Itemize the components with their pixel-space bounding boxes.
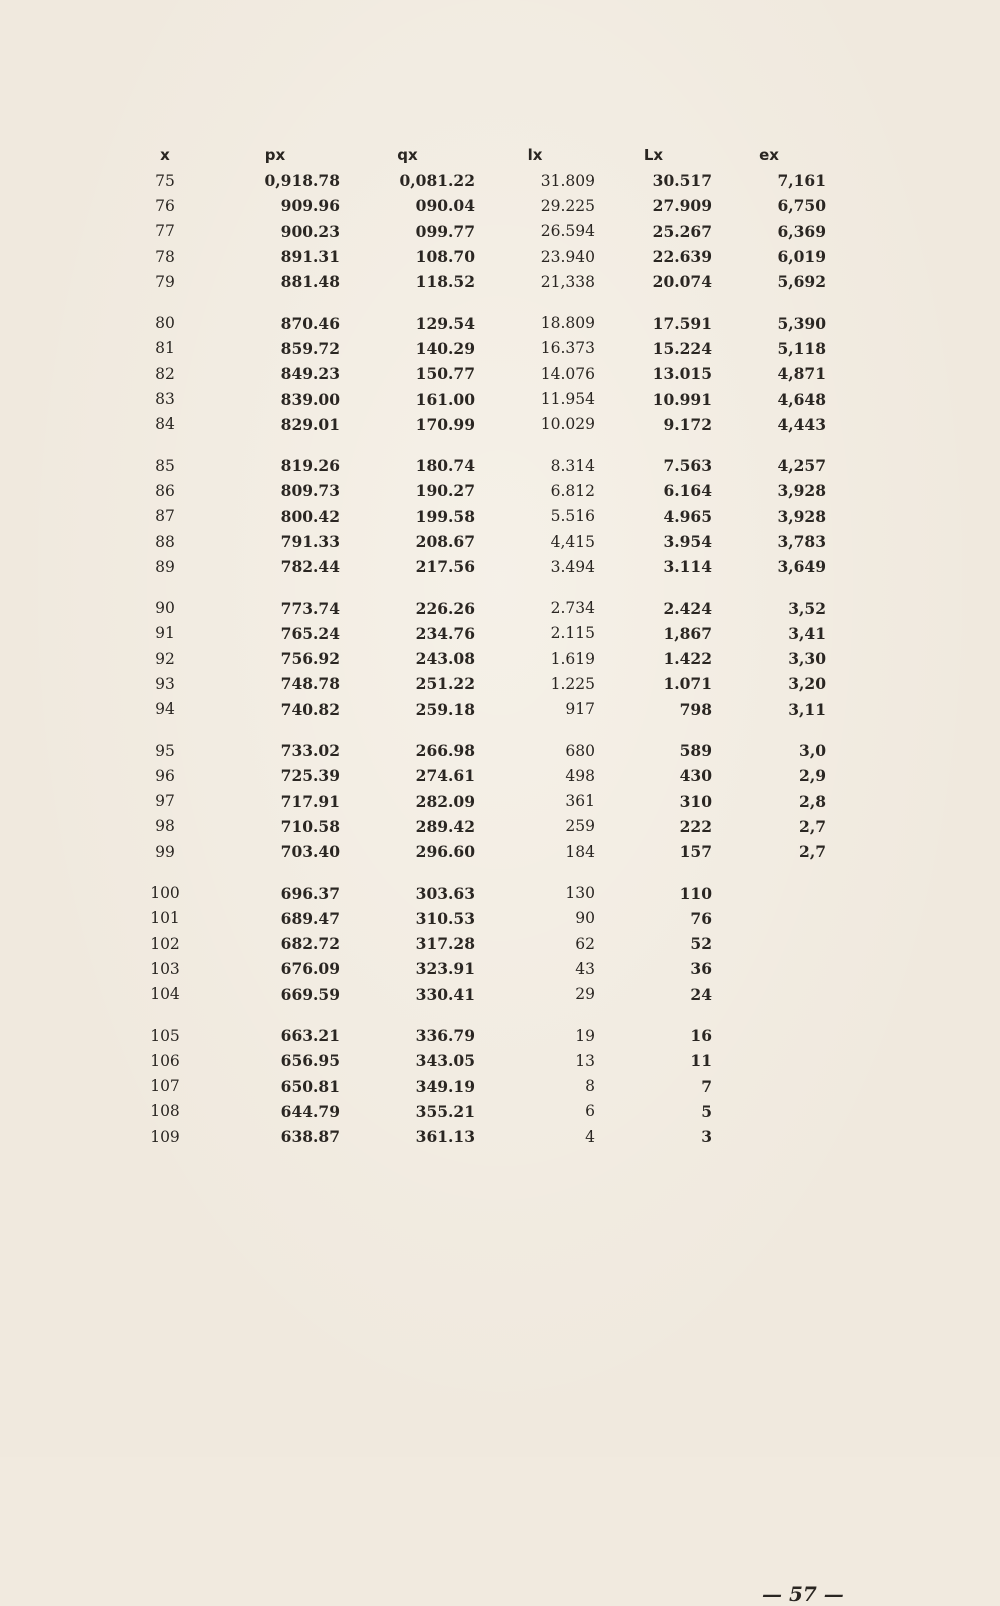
spacer-cell: [120, 1007, 826, 1023]
table-row: [120, 931, 826, 956]
table-row: [120, 763, 826, 788]
cell-qx: 266.98: [415, 741, 475, 761]
cell-x: 94: [155, 700, 175, 719]
cell-ex: 3,41: [788, 623, 826, 643]
table-row: [120, 361, 826, 386]
cell-px: 717.91: [280, 791, 340, 811]
cell-px: 756.92: [280, 649, 340, 669]
table-row: [120, 478, 826, 503]
cell-px: 782.44: [280, 557, 340, 577]
cell-ex: 2,7: [799, 816, 826, 836]
cell-qx: 140.29: [415, 338, 475, 358]
cell-x: 106: [150, 1051, 180, 1070]
cell-qx: 234.76: [415, 623, 475, 643]
table-row: [120, 1023, 826, 1048]
table-row: [120, 880, 826, 905]
cell-lx: 184: [565, 842, 595, 861]
group-spacer: [120, 864, 826, 880]
cell-Lx: 222: [679, 816, 712, 836]
cell-Lx: 2.424: [663, 598, 712, 618]
cell-x: 82: [155, 364, 175, 383]
cell-Lx: 36: [690, 959, 712, 979]
cell-qx: 289.42: [415, 816, 475, 836]
table-row: [120, 906, 826, 931]
table-row: [120, 1124, 826, 1149]
group-spacer: [120, 579, 826, 595]
cell-ex: 3,52: [788, 598, 826, 618]
cell-x: 104: [150, 985, 180, 1004]
cell-qx: 336.79: [415, 1026, 475, 1046]
cell-x: 99: [155, 842, 175, 861]
cell-qx: 090.04: [415, 196, 475, 216]
cell-Lx: 22.639: [652, 247, 712, 267]
cell-x: 84: [155, 415, 175, 434]
cell-Lx: 5: [701, 1101, 712, 1121]
cell-qx: 170.99: [415, 414, 475, 434]
cell-lx: 29.225: [540, 196, 595, 215]
cell-x: 91: [155, 624, 175, 643]
cell-qx: 310.53: [415, 908, 475, 928]
cell-Lx: 52: [690, 934, 712, 954]
cell-qx: 259.18: [415, 699, 475, 719]
header-qx: qx: [397, 146, 418, 164]
cell-x: 80: [155, 314, 175, 333]
cell-lx: 23.940: [540, 247, 595, 266]
cell-x: 88: [155, 532, 175, 551]
cell-x: 108: [150, 1102, 180, 1121]
cell-Lx: 157: [679, 842, 712, 862]
table-row: [120, 310, 826, 335]
cell-px: 839.00: [280, 389, 340, 409]
cell-Lx: 76: [690, 908, 712, 928]
cell-Lx: 110: [679, 883, 712, 903]
cell-ex: 2,7: [799, 842, 826, 862]
table-row: [120, 789, 826, 814]
cell-px: 696.37: [280, 883, 340, 903]
cell-Lx: 11: [690, 1051, 712, 1071]
cell-x: 100: [150, 884, 180, 903]
table-row: [120, 697, 826, 722]
cell-x: 93: [155, 674, 175, 693]
cell-x: 101: [150, 909, 180, 928]
cell-qx: 330.41: [415, 984, 475, 1004]
cell-qx: 251.22: [415, 674, 475, 694]
cell-Lx: 9.172: [663, 414, 712, 434]
cell-px: 809.73: [280, 481, 340, 501]
cell-x: 86: [155, 481, 175, 500]
cell-x: 95: [155, 741, 175, 760]
cell-qx: 361.13: [415, 1127, 475, 1147]
table-row: [120, 386, 826, 411]
cell-qx: 303.63: [415, 883, 475, 903]
cell-px: 682.72: [280, 934, 340, 954]
cell-ex: 6,019: [777, 247, 826, 267]
cell-px: 900.23: [280, 221, 340, 241]
cell-ex: 4,443: [777, 414, 826, 434]
table-row: [120, 1048, 826, 1073]
cell-ex: 3,30: [788, 649, 826, 669]
table-row: [120, 738, 826, 763]
cell-qx: 217.56: [415, 557, 475, 577]
cell-qx: 118.52: [415, 272, 475, 292]
cell-lx: 2.734: [550, 599, 595, 618]
table-row: [120, 621, 826, 646]
cell-px: 870.46: [280, 313, 340, 333]
cell-px: 638.87: [280, 1127, 340, 1147]
cell-px: 849.23: [280, 364, 340, 384]
group-spacer: [120, 722, 826, 738]
cell-x: 105: [150, 1026, 180, 1045]
cell-ex: [712, 1074, 826, 1099]
cell-px: 689.47: [280, 908, 340, 928]
spacer-cell: [120, 437, 826, 453]
cell-lx: 21,338: [540, 272, 595, 291]
cell-lx: 13: [575, 1051, 595, 1070]
cell-px: 733.02: [280, 741, 340, 761]
cell-Lx: 27.909: [652, 196, 712, 216]
cell-lx: 680: [565, 741, 595, 760]
cell-lx: 4: [585, 1127, 595, 1146]
cell-ex: [712, 1099, 826, 1124]
cell-ex: 5,118: [777, 338, 826, 358]
cell-Lx: 20.074: [652, 272, 712, 292]
cell-ex: 3,0: [799, 741, 826, 761]
cell-x: 83: [155, 390, 175, 409]
cell-qx: 180.74: [415, 456, 475, 476]
cell-Lx: 4.965: [663, 506, 712, 526]
cell-Lx: 589: [679, 741, 712, 761]
cell-qx: 343.05: [415, 1051, 475, 1071]
cell-qx: 282.09: [415, 791, 475, 811]
cell-ex: [712, 982, 826, 1007]
table-row: [120, 193, 826, 218]
cell-x: 103: [150, 959, 180, 978]
cell-Lx: 3.954: [663, 532, 712, 551]
cell-px: 656.95: [280, 1051, 340, 1071]
cell-Lx: 16: [690, 1026, 712, 1046]
cell-Lx: 310: [679, 791, 712, 811]
cell-px: 669.59: [280, 984, 340, 1004]
cell-ex: 3,928: [777, 506, 826, 526]
page-number: — 57 —: [762, 1582, 844, 1606]
cell-px: 859.72: [280, 338, 340, 358]
cell-ex: [712, 1124, 826, 1149]
cell-px: 0,918.78: [264, 171, 340, 191]
cell-px: 829.01: [280, 414, 340, 434]
cell-lx: 4,415: [550, 532, 595, 551]
cell-px: 800.42: [280, 506, 340, 526]
cell-Lx: 3.114: [663, 557, 712, 577]
cell-Lx: 17.591: [652, 313, 712, 333]
cell-lx: 90: [575, 909, 595, 928]
cell-lx: 917: [565, 700, 595, 719]
cell-Lx: 1,867: [663, 623, 712, 643]
cell-x: 96: [155, 766, 175, 785]
cell-ex: 5,390: [777, 313, 826, 333]
cell-ex: 6,369: [777, 221, 826, 241]
cell-lx: 2.115: [550, 624, 595, 643]
cell-qx: 296.60: [415, 842, 475, 862]
cell-lx: 19: [575, 1026, 595, 1045]
cell-qx: 226.26: [415, 598, 475, 618]
cell-qx: 129.54: [415, 313, 475, 333]
cell-Lx: 6.164: [663, 481, 712, 501]
cell-px: 650.81: [280, 1076, 340, 1096]
cell-Lx: 3: [701, 1127, 712, 1147]
cell-px: 663.21: [280, 1026, 340, 1046]
cell-lx: 14.076: [540, 364, 595, 383]
cell-x: 78: [155, 247, 175, 266]
cell-lx: 361: [565, 792, 595, 811]
cell-qx: 349.19: [415, 1076, 475, 1096]
cell-qx: 099.77: [415, 221, 475, 241]
cell-x: 81: [155, 339, 175, 358]
table-row: [120, 671, 826, 696]
cell-lx: 6.812: [550, 481, 595, 500]
cell-Lx: 30.517: [652, 171, 712, 191]
header-ex: ex: [759, 146, 779, 164]
cell-px: 819.26: [280, 456, 340, 476]
table-row: [120, 814, 826, 839]
table-row: [120, 412, 826, 437]
cell-ex: [712, 880, 826, 905]
cell-ex: 7,161: [777, 171, 826, 191]
cell-lx: 3.494: [550, 557, 595, 576]
table-row: [120, 336, 826, 361]
cell-px: 765.24: [280, 623, 340, 643]
table-row: [120, 956, 826, 981]
cell-Lx: 430: [679, 766, 712, 786]
cell-ex: [712, 1023, 826, 1048]
cell-lx: 259: [565, 817, 595, 836]
cell-lx: 43: [575, 959, 595, 978]
cell-lx: 130: [565, 884, 595, 903]
cell-lx: 5.516: [550, 507, 595, 526]
table-row: [120, 453, 826, 478]
life-table: [120, 142, 826, 1149]
cell-x: 76: [155, 196, 175, 215]
header-x: x: [160, 146, 170, 164]
cell-ex: [712, 956, 826, 981]
cell-px: 710.58: [280, 816, 340, 836]
cell-ex: 4,257: [777, 456, 826, 476]
spacer-cell: [120, 579, 826, 595]
cell-lx: 16.373: [540, 339, 595, 358]
table-row: [120, 529, 826, 554]
cell-qx: 243.08: [415, 649, 475, 669]
cell-qx: 323.91: [415, 959, 475, 979]
table-row: [120, 839, 826, 864]
cell-x: 97: [155, 792, 175, 811]
cell-px: 791.33: [280, 532, 340, 551]
cell-px: 740.82: [280, 699, 340, 719]
cell-Lx: 15.224: [652, 338, 712, 358]
cell-px: 773.74: [280, 598, 340, 618]
cell-px: 676.09: [280, 959, 340, 979]
table-row: [120, 1074, 826, 1099]
cell-ex: 2,8: [799, 791, 826, 811]
cell-ex: [712, 931, 826, 956]
cell-x: 79: [155, 272, 175, 291]
cell-x: 102: [150, 934, 180, 953]
cell-qx: 190.27: [415, 481, 475, 501]
cell-Lx: 798: [679, 699, 712, 719]
cell-x: 87: [155, 507, 175, 526]
cell-ex: [712, 1048, 826, 1073]
cell-px: 748.78: [280, 674, 340, 694]
cell-px: 725.39: [280, 766, 340, 786]
cell-lx: 8: [585, 1077, 595, 1096]
cell-lx: 31.809: [540, 171, 595, 190]
cell-px: 909.96: [280, 196, 340, 216]
group-spacer: [120, 437, 826, 453]
cell-ex: 3,928: [777, 481, 826, 501]
header-px: px: [264, 146, 286, 164]
table-row: [120, 244, 826, 269]
cell-qx: 199.58: [415, 506, 475, 526]
cell-ex: 3,11: [788, 699, 826, 719]
cell-ex: 3,783: [777, 532, 826, 551]
cell-qx: 108.70: [415, 247, 475, 267]
cell-x: 107: [150, 1077, 180, 1096]
cell-px: 703.40: [280, 842, 340, 862]
cell-lx: 26.594: [540, 222, 595, 241]
cell-lx: 10.029: [540, 415, 595, 434]
cell-lx: 18.809: [540, 314, 595, 333]
cell-lx: 29: [575, 985, 595, 1004]
table-row: [120, 554, 826, 579]
cell-Lx: 10.991: [652, 389, 712, 409]
cell-qx: 150.77: [415, 364, 475, 384]
cell-x: 89: [155, 557, 175, 576]
table-body: [120, 168, 826, 1149]
cell-ex: 2,9: [799, 766, 826, 786]
cell-px: 644.79: [280, 1101, 340, 1121]
cell-ex: 6,750: [777, 196, 826, 216]
header-Lx: Lx: [643, 146, 664, 164]
cell-qx: 274.61: [415, 766, 475, 786]
cell-x: 75: [155, 171, 175, 190]
cell-x: 109: [150, 1127, 180, 1146]
cell-qx: 317.28: [415, 934, 475, 954]
spacer-cell: [120, 722, 826, 738]
cell-x: 98: [155, 817, 175, 836]
cell-qx: 161.00: [415, 389, 475, 409]
cell-Lx: 7.563: [663, 456, 712, 476]
header-lx: lx: [527, 146, 543, 164]
cell-ex: [712, 906, 826, 931]
cell-ex: 3,20: [788, 674, 826, 694]
cell-lx: 8.314: [550, 456, 595, 475]
spacer-cell: [120, 294, 826, 310]
cell-Lx: 13.015: [652, 364, 712, 384]
cell-lx: 498: [565, 766, 595, 785]
cell-lx: 11.954: [540, 390, 595, 409]
cell-px: 891.31: [280, 247, 340, 267]
cell-ex: 3,649: [777, 557, 826, 577]
table-row: [120, 646, 826, 671]
cell-x: 90: [155, 599, 175, 618]
cell-lx: 1.619: [550, 649, 595, 668]
spacer-cell: [120, 864, 826, 880]
cell-ex: 4,648: [777, 389, 826, 409]
table-row: [120, 269, 826, 294]
group-spacer: [120, 294, 826, 310]
cell-x: 85: [155, 456, 175, 475]
cell-qx: 208.67: [415, 532, 475, 551]
cell-x: 77: [155, 222, 175, 241]
table-row: [120, 168, 826, 193]
cell-ex: 4,871: [777, 364, 826, 384]
cell-qx: 355.21: [415, 1101, 475, 1121]
cell-lx: 62: [575, 934, 595, 953]
table-row: [120, 504, 826, 529]
cell-lx: 1.225: [550, 674, 595, 693]
cell-px: 881.48: [280, 272, 340, 292]
cell-lx: 6: [585, 1102, 595, 1121]
cell-Lx: 1.422: [663, 649, 712, 669]
cell-Lx: 25.267: [652, 221, 712, 241]
cell-qx: 0,081.22: [399, 171, 475, 191]
table-row: [120, 595, 826, 620]
table-row: [120, 1099, 826, 1124]
table-row: [120, 982, 826, 1007]
cell-Lx: 1.071: [663, 674, 712, 694]
cell-x: 92: [155, 649, 175, 668]
table-header-row: [120, 142, 826, 168]
cell-Lx: 24: [690, 984, 712, 1004]
cell-ex: 5,692: [777, 272, 826, 292]
group-spacer: [120, 1007, 826, 1023]
table-row: [120, 219, 826, 244]
cell-Lx: 7: [701, 1076, 712, 1096]
